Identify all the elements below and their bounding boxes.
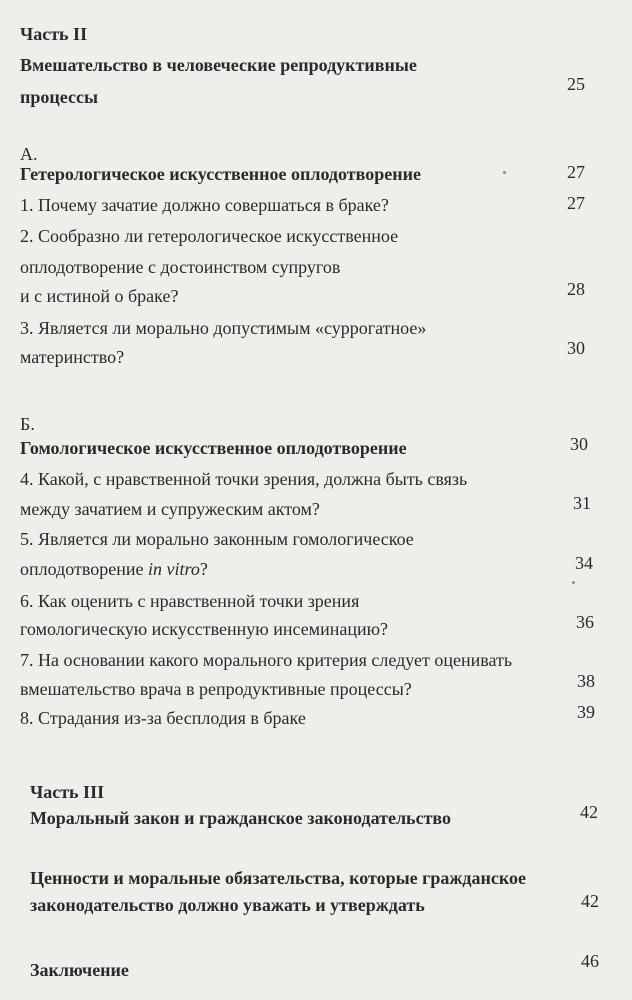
values-line2: законодательство должно уважать и утверждать [30,895,425,915]
toc-item-2-page: 28 [567,279,585,299]
toc-item-6-line1: 6. Как оценить с нравственной точки зрения [20,591,360,611]
toc-item-1: 1. Почему зачатие должно совершаться в браке? [20,195,389,215]
toc-item-3-line1: 3. Является ли морально допустимым «суррогатное» [20,318,427,338]
toc-item-5-page: 34 [575,553,593,573]
paper-speck [572,581,575,584]
toc-item-5-line2 [20,557,208,581]
toc-item-7-page: 38 [577,671,595,691]
values-page-number: 42 [581,891,599,911]
toc-item-8: 8. Страдания из-за бесплодия в браке [20,708,306,728]
paper-speck [503,171,506,174]
toc-item-2-line3: и с истиной о браке? [20,286,179,306]
part3-title: Моральный закон и гражданское законодательство [30,808,452,828]
conclusion-title: Заключение [30,960,129,980]
toc-item-1-page: 27 [567,193,585,213]
toc-item-6-page: 36 [576,612,594,632]
part2-title-line2: процессы [20,87,98,107]
toc-item-4-page: 31 [573,493,591,513]
toc-item-3-page: 30 [567,338,585,358]
toc-item-6-line2: гомологическую искусственную инсеминацию? [20,619,389,639]
section-a-title: Гетерологическое искусственное оплодотворение [20,164,421,184]
part3-page-number: 42 [580,802,598,822]
toc-item-5-question-mark: ? [199,559,208,579]
toc-item-5-line1: 5. Является ли морально законным гомологическое [20,529,414,549]
section-a-page-number: 27 [567,162,585,182]
section-b-letter: Б. [20,414,35,434]
toc-item-2-line2: оплодотворение с достоинством супругов [20,257,341,277]
part2-heading: Часть II [20,24,88,44]
toc-item-8-page: 39 [577,702,595,722]
section-a-letter: А. [20,144,38,164]
section-b-page-number: 30 [570,434,588,454]
section-b-title: Гомологическое искусственное оплодотворение [20,438,407,458]
toc-item-2-line1: 2. Сообразно ли гетерологическое искусственное [20,226,399,246]
toc-item-7-line2: вмешательство врача в репродуктивные процессы? [20,679,412,699]
toc-item-4-line2: между зачатием и супружеским актом? [20,499,320,519]
conclusion-page-number: 46 [581,951,599,971]
values-line1: Ценности и моральные обязательства, которые гражданское [30,868,526,888]
toc-item-5-text: оплодотворение [20,559,144,579]
part2-title-line1: Вмешательство в человеческие репродуктивные [20,55,417,75]
part2-page-number: 25 [567,74,585,94]
toc-item-3-line2: материнство? [20,347,125,367]
toc-item-4-line1: 4. Какой, с нравственной точки зрения, должна быть связь [20,469,468,489]
toc-item-5-in-vitro: in vitro [148,559,200,579]
part3-heading: Часть III [30,782,105,802]
toc-item-7-line1: 7. На основании какого морального критерия следует оценивать [20,650,513,670]
